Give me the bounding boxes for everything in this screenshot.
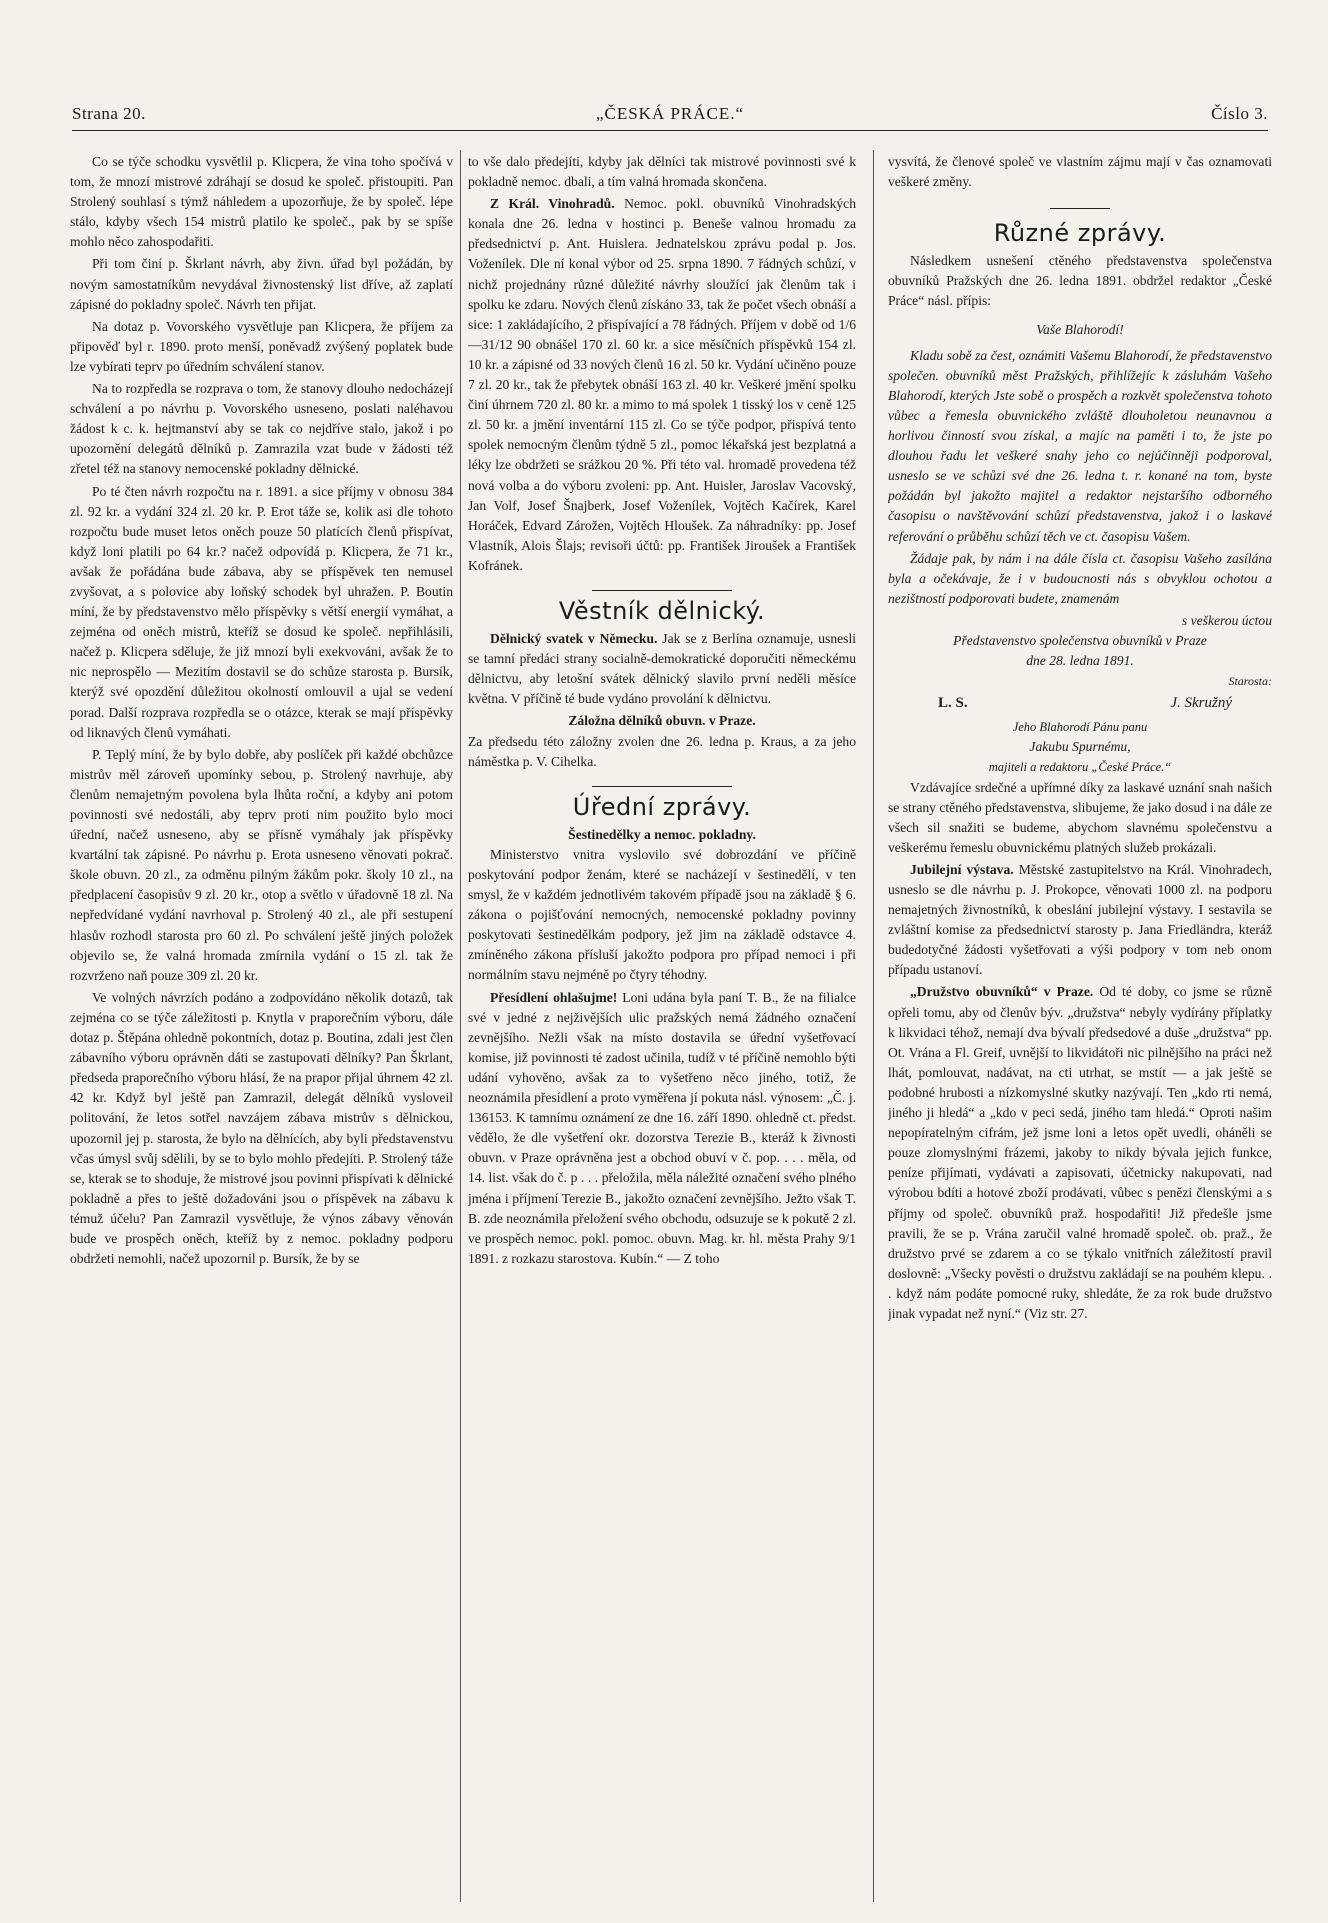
col1-paragraph: Ve volných návrzích podáno a zodpovídáno několik dotazů, tak zejména co se týče záležitosti p. Knytla v praporečním výboru, dále dotaz p. Štěpána ohledně pokontních, dotaz p. Boutina, zdali jest člen zábavního výboru oprávněn dáti se zastupovati dělníky? Pan Škrlant, předseda praporečního výboru hlásí, že na prapor přijal úhrnem 42 zl. 42 kr. Když byl ještě pan Zamrazil, delegát dělníků vysloveil politování, že letos sotřel navzájem zábava mistrův s dělnickou, upozornil jej p. starosta, že bylo na dělnících, aby byli představenstvu včas úmysl svůj sdělili, by se to bylo mohlo předejíti. P. Strolený táže se, kterak se to shoduje, že mistrové jsou povinni přispívati k dělnické pokladně a přes to ještě dožadováni jsou o příspěvek na zábavu k témuž účelu? Pan Zamrazil vysvětluje, že výnos zábavy věnován bude ve prospěch oněch, kteříž by z nemoc. pokladny podporu obdržeti nemohli, načež upozornil p. Bursík, že by se	[70, 989, 453, 1267]
addressee-line-2: Jakubu Spurnému,	[1029, 739, 1131, 755]
jubilejni-text: Městské zastupitelstvo na Král. Vinohradech, usneslo se dle návrhu p. J. Prokopce, věnovati 1000 zl. na podporu nemajetných živnostníků, k obeslání jubilejní výstavy. I sestavila se zvláštní komise za předsednictví starosty p. Jana Friedländra, kteráž budedotyčné žádosti vyšetřovati a výši podpory v tom neb onom případu ustanoví.	[888, 861, 1272, 978]
sestinedelky-text: Ministerstvo vnitra vyslovilo své dobrozdání ve příčině poskytování podpor ženám, které se nacházejí v šestinedělí, v ten smysl, že v každém jednotlivém takovém případě jsou na základě § 6. zákona o pojišťování nemocných, nemocenské pokladny povinny poskytovati šestinedělkám podpory, jež jim na základě odstavce 4. zmíněného zákona přísluší jakožto podpora pro případ nemoci i při normálním stavu nejméně po čtyry téhodny.	[468, 846, 856, 983]
druzstvo-article	[888, 982, 1272, 1324]
thanks-paragraph: Vzdávajíce srdečné a upřímné díky za laskavé uznání snah našich se strany ctěného představenstva, slibujeme, že jako dosud i na dále ze všech sil snažiti se budeme, abychom slavnému společenstvu a veškerému řemeslu obuvnickému platných služeb prokázali.	[888, 779, 1272, 855]
zalozna-text: Za předsedu této záložny zvolen dne 26. ledna p. Kraus, a za jeho náměstka p. V. Cihelka.	[468, 733, 856, 769]
col1-paragraph: P. Teplý míní, že by bylo dobře, aby poslíček při každé obchůzce mistrův měl zároveň upomínky sebou, p. Strolený navrhuje, aby členům nemajetným povolena byla lhůta roční, a kdyby ani potom povinnosti své nedostáli, aby teprv proti nim použito bylo moci úřední, načež usneseno, aby se přísně vymáhaly jak příspěvky kvartální tak zápisné. Po návrhu p. Erota usneseno věnovati pokrač. škole obuvn. 20 zl., za odměnu pilným žákům pokr. školy 10 zl., na předplacení časopisův 9 zl. 20 kr., otop a světlo v úřadovně 18 zl. Na nepředvídané vydání navrhoval p. Strolený 40 zl., ale při sestupení hlasův rozhodl starosta pro 60 zl. Po schválení ještě jiných položek objevilo se, že valná hromada zmírnila vydání o 15 zl. tak že rozvrženo naň pouze 309 zl. 20 kr.	[70, 746, 453, 983]
section-rule	[1050, 208, 1110, 209]
journal-title: „ČESKÁ PRÁCE.“	[595, 104, 745, 123]
ruzne-title: Různé zprávy.	[993, 219, 1167, 248]
jubilejni-heading: Jubilejní výstava.	[910, 861, 1014, 877]
zalozna-heading: Záložna dělníků obuvn. v Praze.	[568, 713, 756, 729]
druzstvo-heading: „Družstvo obuvníků“ v Praze.	[910, 984, 1094, 1000]
starosta-name: J. Skružný	[1170, 695, 1232, 712]
jubilejni-article	[888, 860, 1272, 981]
col1-paragraph: Při tom činí p. Škrlant návrh, aby živn. úřad byl požádán, by novým samostatníkům nevydával živnostenský list dříve, až zaplatí zápisné do pokladny společ. Návrh ten přijat.	[70, 256, 453, 312]
ls-mark: L. S.	[938, 695, 968, 712]
letter-salutation: Vaše Blahorodí!	[1036, 321, 1124, 337]
letter-body-1: Kladu sobě za čest, oznámiti Vašemu Blahorodí, že představenstvo společen. obuvníků měst Pražských, přihlížejíc k zásluhám Vašeho Blahorodí, kterých Jste sobě o prospěch a rozkvět společenstva tohoto vůbec a řemesla obuvnického zvláště dlouholetou neunavnou a horlivou činností svou získal, a majíc na paměti i to, že jste po dlouhou řadu let veškeré snahy jeho co nejúčinněji podporoval, usneslo se ve schůzi své dne 26. ledna t. r. konané na tom, byste požádán byl jakožto majitel a redaktor nejstaršího odborného časopisu o navštěvování schůzí představenstva, jakož i o laskavé referování o průběhu schůzí těch ve ct. časopisu Vašem.	[888, 347, 1272, 544]
vestnik-title: Věstník dělnický.	[558, 596, 766, 625]
column-1	[70, 152, 453, 1902]
col1-paragraph: Na to rozpředla se rozprava o tom, že stanovy dlouho nedocházejí schválení a po návrhu p. Vovorského usneseno, poslati naléhavou žádost k c. k. hejtmanství aby se tak co nejdříve stalo, jakož i po upozornění delegátů dělníků p. Zamrazila vzat bude v žádosti též zřetel též na stanovy nemocenské pokladny dělnické.	[70, 381, 453, 477]
presidleni-text: Loni udána byla paní T. B., že na filialce své v jedné z nejživějších ulic pražských nemá žádného označení zevnějšího. Nežli však na místo dostavila se úřední vyšetřovací komise, již povinnosti té zadost učinila, tudíž v té příčině nemohlo býti udání vyhověno, avšak za to vyšetřeno něco jiného, totiž, že neoznámila přesídlení a proto vyměřena jí pokuta násl. výnosem: „Č. j. 136153. K tamnímu oznámení ze dne 16. září 1890. ohledně ct. předst. vědělo, že dle vyšetření okr. dozorstva Terezie B., kteráž k živnosti obuvn. v Praze oprávněna jest a obchod obuví v č. pop. . . . měla, od 14. list. však do č. p . . . přeložila, měla náležité označení svého plného jména i příjmení Terezie B., jakožto označení zevnějšího. Ježto však T. B. zde neoznámila přeložení svého obchodu, odsuzuje se k pokutě 2 zl. ve prospěch nemoc. pokl. pomoc. obuvn. Mag. kr. hl. města Prahy 9/1 1891. z rozkazu starostova. Kubín.“ — Z toho	[468, 989, 856, 1266]
col2-intro: to vše dalo předejíti, kdyby jak dělníci tak mistrové povinnosti své k pokladně nemoc. dbali, a tím valná hromada skončena.	[468, 154, 856, 190]
uredni-title: Úřední zprávy.	[572, 792, 752, 821]
issue-number: Číslo 3.	[1211, 104, 1268, 123]
kral-vinohrady-text: Nemoc. pokl. obuvníků Vinohradských konala dne 26. ledna v hostinci p. Beneše valnou hromadu za předsednictví p. Ant. Huislera. Jednatelskou zprávu podal p. Jos. Voženílek. Dle ní konal výbor od 25. srpna 1890. 7 řádných schůzí, v nichž projednány různé důležité návrhy sloužící jak členům tak i spolku ke zdaru. Nových členů získáno 33, tak že počet všech obnáší a sice: 1 zakládajícího, 2 přispívající a 78 řádných. Příjem v době od 1/6—31/12 90 obnášel 170 zl. 60 kr. a sice měsíčních příspěvků 154 zl. 10 kr. a zápisné od 33 nových členů 16 zl. 50 kr. Vydání učiněno pouze 7 zl. 20 kr., tak že přebytek obnáší 163 zl. 40 kr. Veškeré jmění spolku činí úhrnem 720 zl. 80 kr. a mimo to má spolek 1 tisský los v ceně 125 zl. 50 kr. a jmění inventární 115 zl. Co se týče podpor, přispívá tento spolek nemocným členům týdně 5 zl., pomoc lékařská jest bezplatná a léky lze obdržeti se srážkou 20 %. Při této val. hromadě provedena též nová volba a do výboru zvoleni: pp. Ant. Huisler, Jaroslav Vacovský, Jan Volf, Josef Šnajberk, Josef Voženílek, Vojtěch Kačírek, Karel Horáček, Edvard Zárožen, Vojtěch Hloušek. Za náhradníky: pp. Josef Vlastník, Alois Šlajs; revisoři účtů: pp. František Jiroušek a František Kofránek.	[468, 196, 856, 573]
col3-intro: vysvítá, že členové společ ve vlastním zájmu mají v čas oznamovati veškeré změny.	[888, 154, 1272, 190]
addressee-line-1: Jeho Blahorodí Pánu panu	[1012, 720, 1148, 735]
column-3	[888, 152, 1272, 1902]
letter-body-2: Žádaje pak, by nám i na dále čísla ct. časopisu Vašeho zasílána byla a očekávaje, že i v budoucnosti nás s obvyklou ochotou a nezištností podporovati budete, znamenám	[888, 550, 1272, 606]
starosta-label: Starosta:	[1228, 674, 1272, 689]
kral-vinohrady-heading: Z Král. Vinohradů.	[490, 196, 615, 212]
section-rule	[592, 786, 732, 787]
svatek-heading: Dělnický svatek v Německu.	[490, 631, 658, 647]
signature-date: dne 28. ledna 1891.	[1026, 653, 1134, 669]
druzstvo-text: Od té doby, co jsme se různě opřeli tomu, aby od členův býv. „družstva“ nebyly vydírány příplatky k likvidaci téhož, nemají dva bývalí předsedové a duše „družstva“ pp. Ot. Vrána a Fl. Greif, uvnější to likvidátoři nic pilnějšího na práci než lhát, pomlouvat, nadávat, na cti utrhat, se mstít — a jak ještě se podobné hrubosti a nízkomyslné skutky nazývají. Ten „kdo rti nemá, jiného ji hledá“ a „kdo v peci sedá, jiného tam hledá.“ Oproti našim nepopíratelným cifrám, jež jsme loni a letos opět uvedli, oháněli se pouze zlomyslnými frázemi, jakoby to nikdy bývala jejich funkce, peníze přijímati, vydávati a zapisovati, účetnicky nakupovati, nad výrobou bdíti a hotové zboží prodávati, vůbec s penězi členskými a s příjmy od společ. obuvníků praž. hospodařiti! Již předešle jsme pravili, že se p. Vrána zaručil valné hromadě společ. ob. praž., že družstvo prvé se zdarem a co se týkalo vnitřních záležitostí pravil doslovně: „Všecky pověsti o družstvu zakládají se na pouhém klepu. . . když nám podáte pomocné ruky, shledáte, že za rok bude družstvo jinak vypadat než nyní.“ (Viz str. 27.	[888, 984, 1272, 1321]
signature-row	[888, 693, 1272, 717]
ruzne-intro: Následkem usnešení ctěného představenstva společenstva obuvníků Pražských dne 26. ledna 1891. obdržel redaktor „České Práce“ násl. přípis:	[888, 253, 1272, 309]
letter-closing: s veškerou úctou	[1181, 612, 1272, 628]
presidleni-article	[468, 988, 856, 1269]
col1-paragraph: Na dotaz p. Vovorského vysvětluje pan Klicpera, že příjem za připověď byl r. 1890. proto menší, poněvadž zvýšený poplatek bude lze vybírati teprv po úředním schválení stanov.	[70, 318, 453, 374]
header-rule	[72, 130, 1268, 131]
addressee-line-3: majiteli a redaktoru „České Práce.“	[988, 760, 1172, 775]
sestinedelky-heading: Šestinedělky a nemoc. pokladny.	[568, 826, 756, 842]
svatek-text: Jak se z Berlína oznamuje, usnesli se tamní předáci strany socialně-demokratické doporučiti německému dělnictvu, aby letošní svátek dělnický slavilo první neděli měsíce května. V příčině té bude vydáno provolání k dělnictvu.	[468, 631, 856, 707]
page-number: Strana 20.	[72, 104, 146, 123]
svatek-article	[468, 629, 856, 709]
presidleni-heading: Přesídlení ohlašujme!	[490, 989, 618, 1005]
col1-paragraph: Po té čten návrh rozpočtu na r. 1891. a sice příjmy v obnosu 384 zl. 92 kr. a vydání 324 zl. 20 kr. P. Erot táže se, kolik asi dle tohoto rozpočtu bude muset letos oněch pouze 50 platících členů přispívat, když loni platili po 64 kr.? načež odpovídá p. Klicpera, že 71 kr., avšak že pořádána bude zábava, aby se příspěvek ten nemusel zvyšovat, a s polovice aby loňský schodek byl uhražen. P. Boutin míní, že by představenstvo mělo příspěvky s větší energií vymáhat, a zejména od oněch mistrů, kteříž se dosud ke společ. nepřihlásili, načež p. Klicpera sděluje, že již mnozí byli exekvováni, avšak že to nic neprospělo — Mezitím dostavil se do schůze starosta p. Bursík, kterýž své opozdění důležitou okolností omlouvil a ujal se vedení porad. Další rozprava rozpředla se o otázce, kterak se mají příspěvky od liknavých členů vymáhati.	[70, 483, 453, 740]
column-divider-2	[873, 150, 874, 1902]
col1-paragraph: Co se týče schodku vysvětlil p. Klicpera, že vina toho spočívá v tom, že mnozí mistrové zdráhají se dosud ke společ. přistoupiti. Pan Strolený souhlasí s týmž náhledem a upozorňuje, že by společ. lépe stálo, kdyby všech 154 mistrů platilo ke společ., pak by se spíše mohlo něco zahospodařiti.	[70, 154, 453, 250]
page-header	[72, 104, 1268, 132]
kral-vinohrady-article	[468, 194, 856, 576]
column-2	[468, 152, 856, 1902]
section-rule	[592, 590, 732, 591]
signature-org: Představenstvo společenstva obuvníků v Praze	[953, 632, 1207, 648]
column-divider-1	[460, 150, 461, 1902]
